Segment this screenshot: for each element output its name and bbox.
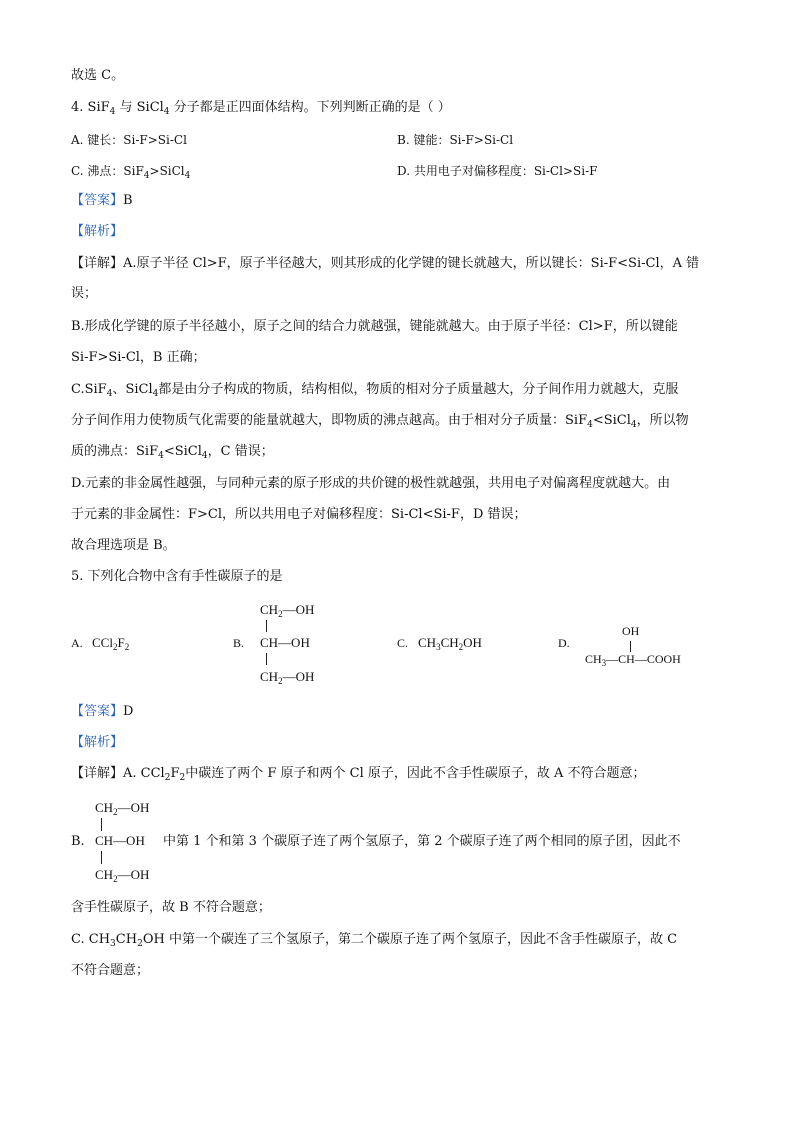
- q4-answer: 【答案】B: [71, 193, 133, 208]
- q4-detail-line-9: 于元素的非金属性：F>Cl，所以共用电子对偏移程度：Si-Cl<Si-F，D 错误；: [71, 507, 527, 522]
- q5-stem: 5. 下列化合物中含有手性碳原子的是: [71, 569, 283, 584]
- lactic-oh: OH: [622, 624, 640, 638]
- glycerol-top: $CH_2—OH$: [260, 602, 315, 619]
- q4-detail-line-5: C.SiF$_4$、SiCl$_4$都是由分子构成的物质，结构相似，物质的相对分子质量越大，分子间作用力就越大，克服: [71, 382, 679, 399]
- glycerol-bottom: $CH_2—OH$: [260, 669, 315, 686]
- q5-detail-b-label: B.: [71, 834, 85, 849]
- detail-glycerol-bond-top: [101, 818, 102, 831]
- q5-detail-c-continued: 不符合题意；: [71, 963, 150, 978]
- detail-glycerol-bond-bottom: [101, 851, 102, 864]
- detail-glycerol-bottom: $CH_2—OH$: [95, 867, 150, 884]
- q4-option-b: B. 键能：Si-F>Si-Cl: [397, 133, 514, 147]
- q5-option-d-label: D.: [558, 636, 570, 650]
- q5-option-a-formula: $CCl_2F_2$: [92, 635, 130, 652]
- q4-detail-line-8: D.元素的非金属性越强，与同种元素的原子形成的共价键的极性就越强，共用电子对偏离程度就越大。由: [71, 476, 671, 491]
- q4-option-a: A. 键长：Si-F>Si-Cl: [71, 133, 187, 147]
- detail-glycerol-middle: CH—OH: [95, 833, 145, 848]
- q4-detail-line-4: Si-F>Si-Cl，B 正确；: [71, 350, 206, 365]
- detail-glycerol-top: $CH_2—OH$: [95, 800, 150, 817]
- q4-analysis-tag: 【解析】: [71, 224, 124, 239]
- q5-option-c-label: C.: [397, 636, 409, 650]
- q4-detail-line-1: 【详解】A.原子半径 Cl>F，原子半径越大，则其形成的化学键的键长就越大，所以键长：Si-F<Si-Cl，A 错: [71, 256, 700, 271]
- glycerol-bond-bottom: [266, 653, 267, 665]
- q4-option-c: C. 沸点：SiF$_4$>SiCl$_4$: [71, 164, 191, 181]
- q5-option-b-label: B.: [233, 636, 245, 650]
- lactic-bond: [630, 641, 631, 652]
- q4-stem: 4. SiF$_4$ 与 SiCl$_4$ 分子都是正四面体结构。下列判断正确的是（ ）: [71, 100, 451, 117]
- q5-detail-b-continued: 含手性碳原子，故 B 不符合题意；: [71, 900, 271, 915]
- q4-conclusion: 故合理选项是 B。: [71, 538, 176, 553]
- q5-detail-c: C. $CH_3CH_2OH$ 中第一个碳连了三个氢原子，第二个碳原子连了两个氢原子，因此不含手性碳原子，故 C: [71, 932, 678, 949]
- q5-answer: 【答案】D: [71, 704, 134, 719]
- q5-analysis-tag: 【解析】: [71, 735, 124, 750]
- q4-detail-line-2: 误；: [71, 286, 98, 301]
- q4-detail-line-6: 分子间作用力使物质气化需要的能量就越大，即物质的沸点越高。由于相对分子质量：SiF$_4$<SiCl$_4$，所以物: [71, 413, 689, 430]
- glycerol-bond-top: [266, 620, 267, 632]
- q5-detail-b-text: 中第 1 个和第 3 个碳原子连了两个氢原子，第 2 个碳原子连了两个相同的原子团，因此不: [163, 834, 681, 849]
- lactic-chain: $CH_3—CH—COOH$: [585, 652, 681, 668]
- previous-conclusion: 故选 C。: [71, 68, 125, 83]
- q5-option-a-label: A.: [71, 636, 83, 650]
- q5-option-c-formula: $CH_3CH_2OH$: [418, 635, 482, 652]
- q4-detail-line-3: B.形成化学键的原子半径越小，原子之间的结合力就越强，键能就越大。由于原子半径：Cl>F，所以键能: [71, 319, 678, 334]
- q4-option-d: D. 共用电子对偏移程度：Si-Cl>Si-F: [397, 164, 598, 178]
- q5-detail-a: 【详解】A. $CCl_2F_2$中碳连了两个 F 原子和两个 Cl 原子，因此不含手性碳原子，故 A 不符合题意；: [71, 766, 646, 783]
- glycerol-middle: CH—OH: [260, 635, 310, 650]
- q4-detail-line-7: 质的沸点：SiF$_4$<SiCl$_4$，C 错误；: [71, 444, 274, 461]
